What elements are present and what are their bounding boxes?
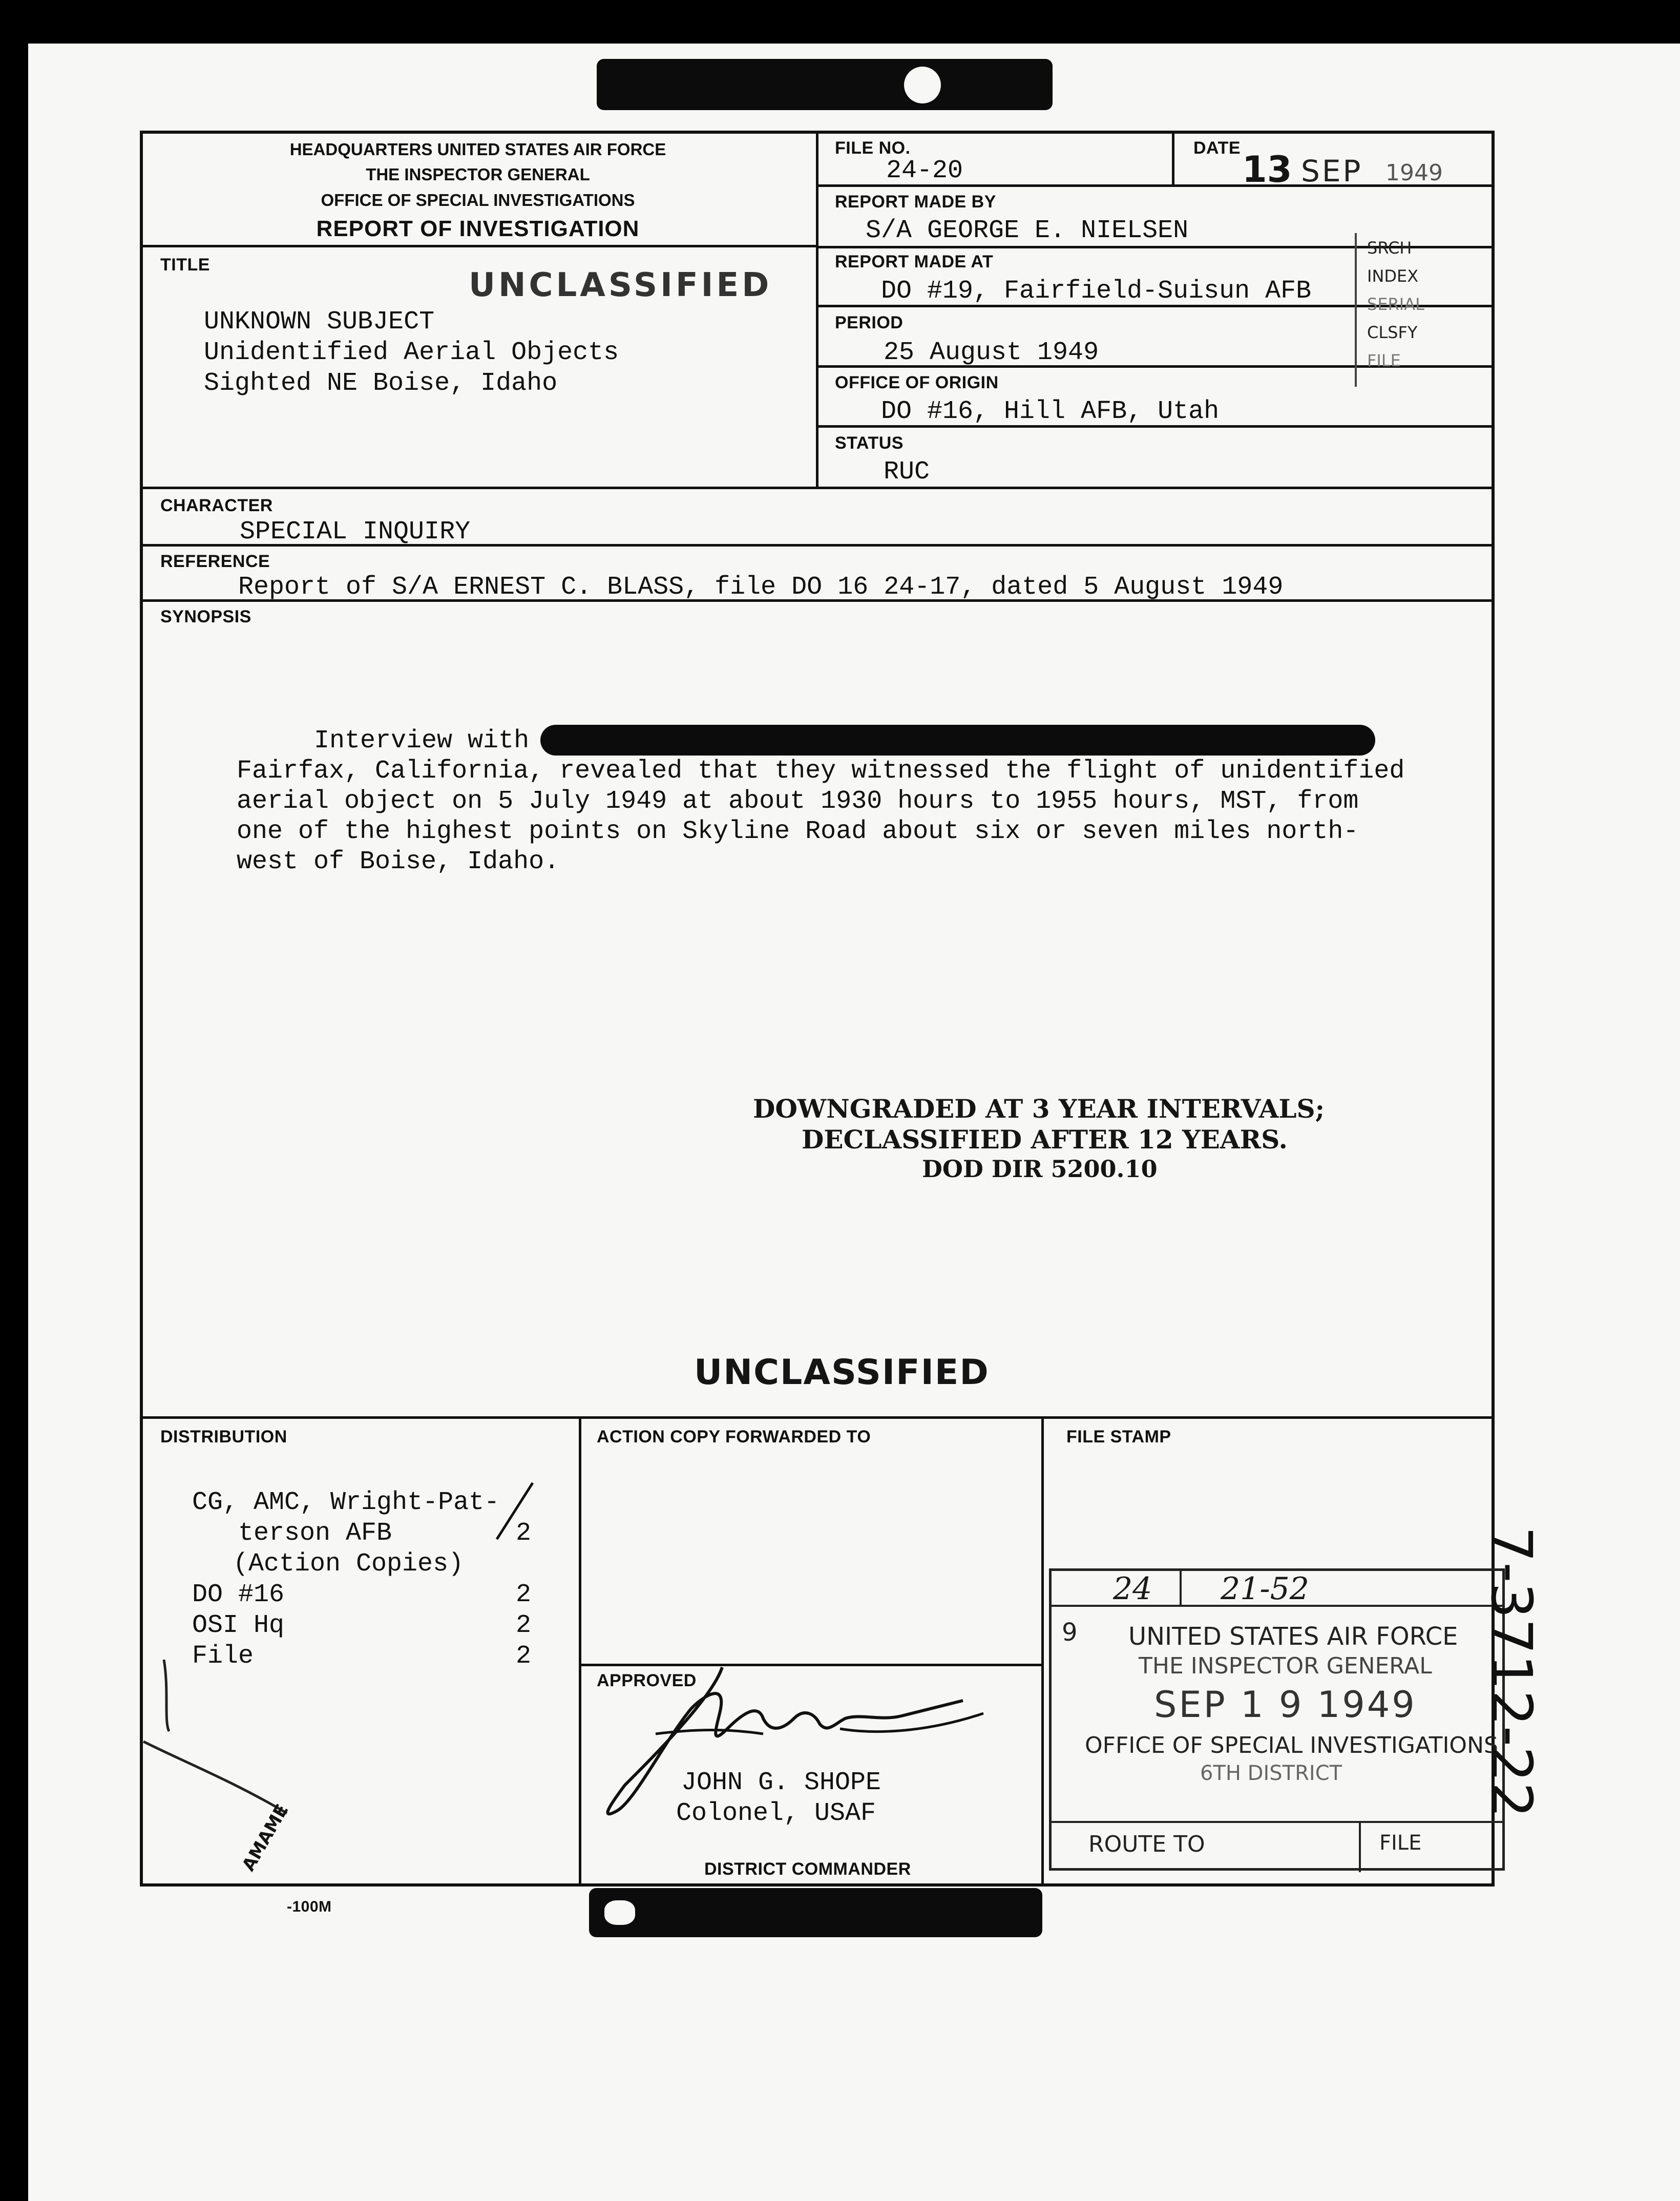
file-stamp-numeral: 9 [1062,1618,1078,1647]
file-no-value: 24-20 [886,156,963,185]
file-stamp-file: FILE [1379,1831,1422,1855]
label-file-no: FILE NO. [835,138,911,158]
file-stamp-line-5: 6TH DISTRICT [1200,1762,1342,1785]
reference-value: Report of S/A ERNEST C. BLASS, file DO 16 24-17, dated 5 August 1949 [238,573,1284,602]
label-report-made-at: REPORT MADE AT [835,252,994,271]
top-redaction-bar [597,59,1053,110]
rule-synopsis-bottom [140,1416,1495,1419]
classification-marking: UNCLASSIFIED [694,1352,990,1393]
synopsis-redaction [540,725,1375,756]
margin-handwriting: 7-3712-22 [1479,1526,1544,1818]
status-value: RUC [884,457,930,487]
index-stamp-index: INDEX [1367,266,1419,286]
index-stamp-file: FILE [1367,351,1401,370]
distribution-name-3: (Action Copies) [233,1549,464,1579]
header-line-1: HEADQUARTERS UNITED STATES AIR FORCE [289,140,666,159]
label-office-of-origin: OFFICE OF ORIGIN [835,373,999,392]
downgrade-line-2: DECLASSIFIED AFTER 12 YEARS. [802,1124,1288,1155]
distribution-name-2: terson AFB [238,1519,392,1548]
file-stamp-box-left: 24 [1113,1571,1152,1607]
header-line-2: THE INSPECTOR GENERAL [366,165,590,184]
label-status: STATUS [835,433,904,453]
distribution-name-6: File [192,1642,254,1671]
label-action-copy: ACTION COPY FORWARDED TO [597,1427,871,1447]
downgrade-line-1: DOWNGRADED AT 3 YEAR INTERVALS; [753,1094,1325,1124]
header-line-3: OFFICE OF SPECIAL INVESTIGATIONS [321,191,635,209]
bottom-redaction-bar [589,1888,1042,1937]
file-stamp-line-1: UNITED STATES AIR FORCE [1128,1622,1458,1651]
synopsis-line-2: Fairfax, California, revealed that they witnessed the flight of unidentified [237,757,1405,786]
rule-column-divider [816,131,818,488]
punch-hole-bottom [604,1900,635,1925]
label-district-commander: DISTRICT COMMANDER [704,1859,911,1879]
label-period: PERIOD [835,313,904,332]
header-line-4: REPORT OF INVESTIGATION [316,216,640,241]
file-stamp-line-2: THE INSPECTOR GENERAL [1139,1653,1432,1679]
punch-hole [904,67,941,103]
report-made-at-value: DO #19, Fairfield-Suisun AFB [881,277,1312,306]
file-stamp-box-right: 21-52 [1221,1571,1309,1607]
label-approved: APPROVED [597,1671,697,1690]
label-report-made-by: REPORT MADE BY [835,192,996,212]
index-stamp [1355,233,1505,387]
title-line-3: Sighted NE Boise, Idaho [204,369,558,398]
report-made-by-value: S/A GEORGE E. NIELSEN [866,216,1189,245]
synopsis-line-4: one of the highest points on Skyline Road about six or seven miles north- [237,817,1359,846]
rule-stamp-divider [1041,1416,1044,1886]
index-stamp-clsfy: CLSFY [1367,323,1418,342]
distribution-count-5: 2 [516,1611,532,1640]
office-of-origin-value: DO #16, Hill AFB, Utah [881,397,1220,426]
distribution-count-4: 2 [516,1580,532,1609]
file-stamp-route-to: ROUTE TO [1088,1831,1205,1857]
synopsis-line-3: aerial object on 5 July 1949 at about 1930 hours to 1955 hours, MST, from [237,787,1359,816]
margin-mark [133,1660,297,1890]
distribution-count-6: 2 [516,1642,532,1671]
label-distribution: DISTRIBUTION [160,1427,287,1447]
distribution-name-1: CG, AMC, Wright-Pat- [192,1488,500,1517]
rule-header-bottom [140,245,817,247]
index-stamp-srch: SRCH [1367,238,1412,258]
character-value: SPECIAL INQUIRY [240,517,471,547]
label-synopsis: SYNOPSIS [160,607,251,626]
date-day: 13 [1242,149,1292,191]
file-stamp [1049,1568,1505,1871]
title-line-2: Unidentified Aerial Objects [204,338,619,367]
label-file-stamp: FILE STAMP [1066,1427,1171,1447]
distribution-slash [492,1480,538,1542]
date-year: 1949 [1385,160,1443,186]
label-character: CHARACTER [160,496,273,515]
label-title: TITLE [160,255,210,275]
distribution-count-2: 2 [516,1519,532,1548]
rule-date-divider [1172,131,1174,185]
rule-distribution-divider [579,1416,581,1886]
distribution-name-4: DO #16 [192,1580,285,1609]
distribution-name-5: OSI Hq [192,1611,285,1640]
date-month: SEP [1301,154,1363,188]
period-value: 25 August 1949 [884,338,1099,367]
file-stamp-line-4: OFFICE OF SPECIAL INVESTIGATIONS [1085,1732,1498,1758]
signer-name: JOHN G. SHOPE [681,1768,881,1797]
title-overstamp: UNCLASSIFIED [469,266,772,304]
form-number: -100M [287,1898,332,1915]
corner-stamp: AMAME [238,1800,293,1875]
file-stamp-line-3: SEP 1 9 1949 [1154,1684,1417,1726]
signer-rank: Colonel, USAF [676,1799,876,1828]
label-reference: REFERENCE [160,552,270,571]
synopsis-line-1: Interview with [314,726,530,756]
index-stamp-serial: SERIAL [1367,295,1424,314]
title-line-1: UNKNOWN SUBJECT [204,307,435,337]
downgrade-line-3: DOD DIR 5200.10 [922,1155,1158,1183]
label-date: DATE [1193,138,1241,158]
synopsis-line-5: west of Boise, Idaho. [237,847,560,876]
